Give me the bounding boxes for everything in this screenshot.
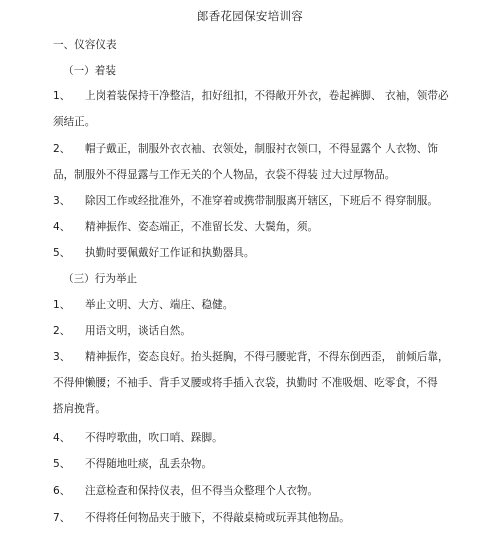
item-text: 上岗着装保持干净整洁，扣好纽扣，不得敞开外衣，卷起裤脚、 衣袖，领带必 (85, 90, 449, 102)
item-text: 不得哼歌曲，吹口哨、跺脚。 (85, 432, 223, 444)
attire-item-2 (53, 144, 438, 155)
subsection-heading-attire: （一）着装 (63, 65, 116, 77)
attire-item-1 (53, 91, 449, 102)
item-text: 精神振作，姿态良好。抬头挺胸，不得弓腰驼背，不得东倒西歪， 前倾后靠， (85, 351, 449, 363)
behavior-item-7 (53, 513, 350, 524)
behavior-item-3-continuation-2: 搭肩挽背。 (53, 403, 106, 415)
behavior-item-3 (53, 352, 449, 363)
item-text: 用语文明，谈话自然。 (85, 325, 191, 337)
item-text: 不得随地吐痰，乱丢杂物。 (85, 458, 213, 470)
item-text: 精神振作、姿态端正，不准留长发、大鬓角，须。 (85, 221, 319, 233)
behavior-item-3-continuation: 不得伸懒腰；不袖手、背手叉腰或将手插入衣袋，执勤时 不准吸烟、吃零食，不得 (53, 377, 438, 389)
item-text: 除因工作或经批准外，不准穿着或携带制服离开辖区，下班后不 得穿制服。 (85, 195, 438, 207)
attire-item-2-continuation: 品，制服外不得显露与工作无关的个人物品，衣袋不得装 过大过厚物品。 (53, 169, 396, 181)
behavior-item-4 (53, 433, 223, 444)
item-number: 2、 (53, 325, 71, 337)
behavior-item-1 (53, 300, 233, 311)
behavior-item-5 (53, 459, 212, 470)
item-number: 2、 (53, 143, 71, 155)
item-number: 4、 (53, 432, 71, 444)
item-text: 注意检查和保持仪表，但不得当众整理个人衣物。 (85, 485, 319, 497)
item-number: 4、 (53, 221, 71, 233)
item-number: 5、 (53, 247, 71, 259)
item-number: 1、 (53, 299, 71, 311)
attire-item-5 (53, 248, 255, 259)
item-text: 不得将任何物品夹于腋下，不得敲桌椅或玩弄其他物品。 (85, 512, 350, 524)
document-title: 郎香花园保安培训容 (196, 9, 304, 23)
item-number: 5、 (53, 458, 71, 470)
behavior-item-2 (53, 326, 191, 337)
item-text: 举止文明、大方、端庄、稳健。 (85, 299, 234, 311)
attire-item-3 (53, 196, 438, 207)
item-number: 1、 (53, 90, 71, 102)
item-number: 6、 (53, 485, 71, 497)
item-text: 帽子戴正，制服外衣衣袖、衣领处，制服衬衣领口，不得显露个 人衣物、饰 (85, 143, 438, 155)
item-number: 3、 (53, 351, 71, 363)
item-number: 7、 (53, 512, 71, 524)
item-text: 执勤时要佩戴好工作证和执勤器具。 (85, 247, 255, 259)
behavior-item-6 (53, 486, 318, 497)
item-number: 3、 (53, 195, 71, 207)
attire-item-1-continuation: 须结正。 (53, 116, 96, 128)
section-heading-appearance: 一、仪容仪表 (53, 39, 117, 51)
attire-item-4 (53, 222, 318, 233)
subsection-heading-behavior: （三）行为举止 (63, 273, 138, 285)
